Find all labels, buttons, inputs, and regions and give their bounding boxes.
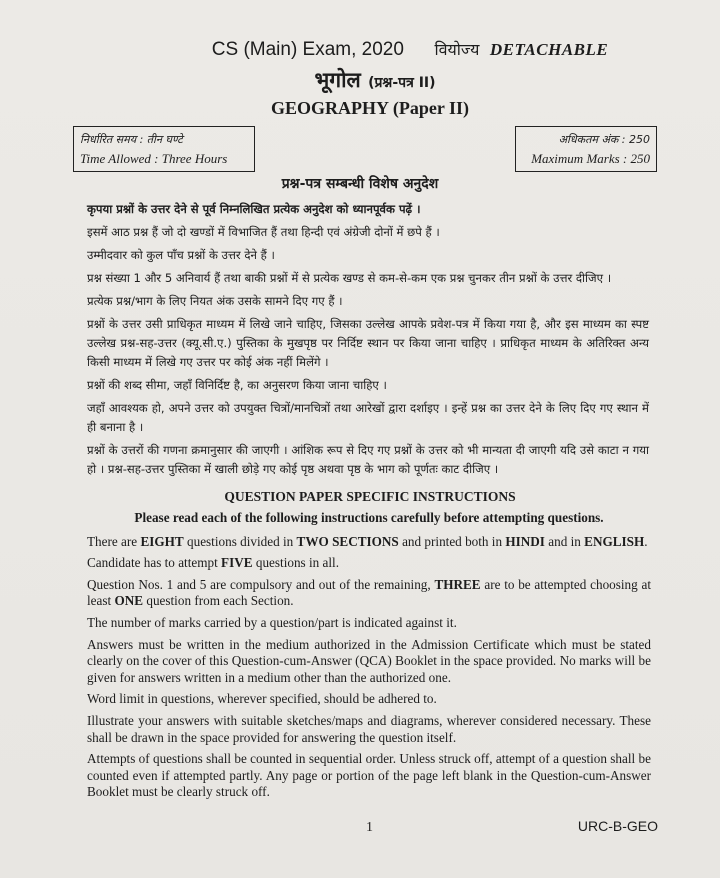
hindi-instruction: इसमें आठ प्रश्न हैं जो दो खण्डों में विभाजित हैं तथा हिन्दी एवं अंग्रेजी दोनों में छपे हैं ।: [87, 225, 440, 239]
detachable-label-hindi: वियोज्य: [434, 40, 480, 59]
hindi-instruction: प्रश्नों के उत्तरों की गणना क्रमानुसार की जाएगी । आंशिक रूप से दिए गए प्रश्नों के उत्तर को भी मान्यता दी जाएगी यदि उसे काटा न गया हो । प्रश्न-सह-उत्तर पुस्तिका में खाली छोड़े गए कोई पृष्ठ अथवा पृष्ठ के भाग को पूर्णतः काट दीजिए ।: [87, 443, 649, 476]
hindi-instructions: [87, 200, 649, 483]
paper-code: URC-B-GEO: [577, 818, 658, 834]
instruction-compulsory: Question Nos. 1 and 5 are compulsory and out of the remaining, THREE are to be attempted choosing at least ONE question from each Section.: [87, 576, 652, 609]
hindi-instructions-title: प्रश्न-पत्र सम्बन्धी विशेष अनुदेश: [281, 176, 439, 192]
subject-title-hindi: [0, 66, 720, 94]
english-instructions: [87, 510, 651, 806]
hindi-instruction: प्रश्न संख्या 1 और 5 अनिवार्य हैं तथा बाकी प्रश्नों में से प्रत्येक खण्ड से कम-से-कम एक प्रश्न चुनकर तीन प्रश्नों के उत्तर दीजिए ।: [87, 271, 612, 285]
time-allowed-english: Time Allowed : Three Hours: [80, 151, 228, 166]
instruction-medium: Answers must be written in the medium authorized in the Admission Certificate which must be stated clearly on the cover of this Question-cum-Answer (QCA) Booklet in the space provided. No marks will be given for answers written in a medium other than the authorized one.: [87, 636, 651, 685]
instruction-marks: The number of marks carried by a question/part is indicated against it.: [87, 614, 457, 630]
hindi-instruction: प्रत्येक प्रश्न/भाग के लिए नियत अंक उसके सामने दिए गए हैं ।: [87, 294, 343, 308]
instruction-illustrate: Illustrate your answers with suitable sketches/maps and diagrams, wherever considered necessary. These shall be drawn in the space provided for answering the question itself.: [87, 712, 651, 745]
detachable-label-english: DETACHABLE: [489, 40, 609, 59]
paper-number-hindi: (प्रश्न-पत्र II): [368, 75, 436, 91]
instructions-lead: Please read each of the following instructions carefully before attempting questions.: [134, 510, 604, 525]
hindi-instruction: प्रश्नों के उत्तर उसी प्राधिकृत माध्यम में लिखे जाने चाहिए, जिसका उल्लेख आपके प्रवेश-पत्र में किया गया है, और इस माध्यम का स्पष्ट उल्लेख प्रश्न-सह-उत्तर (क्यू.सी.ए.) पुस्तिका के मुखपृष्ठ पर निर्दिष्ट स्थान पर किया जाना चाहिए । प्राधिकृत माध्यम के अतिरिक्त अन्य किसी माध्यम में लिखे गए उत्तर पर कोई अंक नहीं मिलेंगे ।: [87, 317, 649, 369]
page-number: 1: [366, 820, 373, 835]
time-allowed-hindi: निर्धारित समय : तीन घण्टे: [80, 133, 183, 146]
instruction-sections: There are EIGHT questions divided in TWO SECTIONS and printed both in HINDI and in ENGLISH.: [87, 533, 648, 549]
hindi-instruction: उम्मीदवार को कुल पाँच प्रश्नों के उत्तर देने हैं ।: [87, 248, 275, 262]
maximum-marks-hindi: अधिकतम अंक : 250: [558, 133, 650, 146]
instruction-sequential-order: Attempts of questions shall be counted in sequential order. Unless struck off, attempt of a question shall be counted even if attempted partly. Any page or portion of the page left blank in the Question-cum-Answer Booklet must be clearly struck off.: [87, 751, 651, 800]
instruction-attempt-count: Candidate has to attempt FIVE questions in all.: [87, 555, 340, 571]
subject-name-hindi: भूगोल: [314, 68, 361, 92]
maximum-marks-english: Maximum Marks : 250: [531, 151, 650, 166]
exam-name: CS (Main) Exam, 2020: [211, 39, 404, 60]
maximum-marks-box: [515, 126, 657, 172]
english-instructions-title: QUESTION PAPER SPECIFIC INSTRUCTIONS: [224, 489, 516, 504]
subject-title-english: GEOGRAPHY (Paper II): [271, 98, 469, 118]
hindi-instruction: प्रश्नों की शब्द सीमा, जहाँ विनिर्दिष्ट है, का अनुसरण किया जाना चाहिए ।: [87, 378, 387, 392]
hindi-instruction: जहाँ आवश्यक हो, अपने उत्तर को उपयुक्त चित्रों/मानचित्रों तथा आरेखों द्वारा दर्शाइए । इन्हें प्रश्न का उत्तर देने के लिए दिए गए स्थान में ही बनाना है ।: [87, 401, 649, 434]
hindi-instruction: कृपया प्रश्नों के उत्तर देने से पूर्व निम्नलिखित प्रत्येक अनुदेश को ध्यानपूर्वक पढ़ें ।: [87, 202, 421, 216]
time-allowed-box: [73, 126, 255, 172]
instruction-word-limit: Word limit in questions, wherever specified, should be adhered to.: [87, 691, 437, 707]
exam-header: [0, 38, 720, 61]
